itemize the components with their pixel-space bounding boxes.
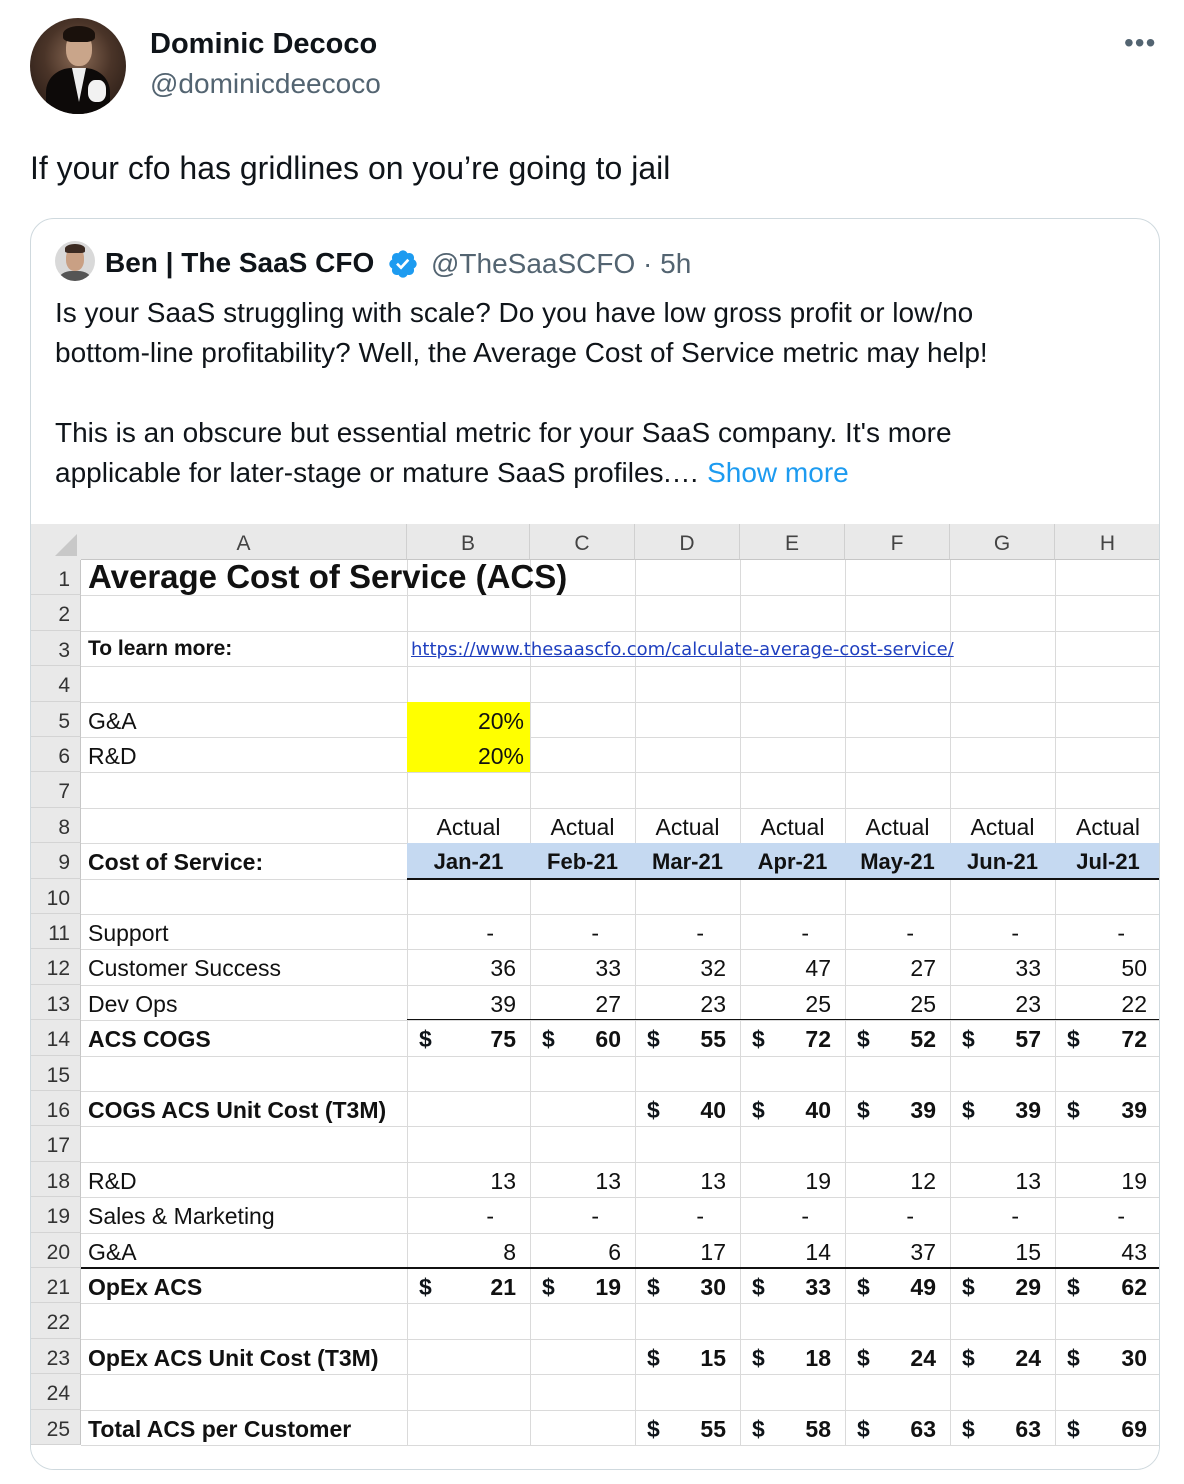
row-label[interactable]: Dev Ops xyxy=(88,990,178,1017)
data-cell[interactable]: 13 xyxy=(490,1167,516,1194)
data-cell[interactable]: - xyxy=(1117,1203,1125,1230)
row-header-23[interactable]: 23 xyxy=(31,1339,81,1374)
row-label[interactable]: Sales & Marketing xyxy=(88,1203,275,1230)
data-cell[interactable]: 36 xyxy=(490,955,516,982)
data-cell[interactable]: - xyxy=(906,920,914,946)
data-cell[interactable]: - xyxy=(801,920,809,946)
column-header-c[interactable]: C xyxy=(530,524,635,560)
data-cell[interactable]: 40 xyxy=(700,1097,726,1123)
data-cell[interactable]: 63 xyxy=(1015,1415,1041,1442)
gridline-horizontal xyxy=(81,1197,1160,1198)
row-label[interactable]: ACS COGS xyxy=(88,1026,211,1053)
data-cell[interactable]: - xyxy=(1011,920,1019,946)
dollar-sign: $ xyxy=(857,1274,870,1300)
row-label[interactable]: Total ACS per Customer xyxy=(88,1415,352,1442)
row-header-24[interactable]: 24 xyxy=(31,1374,81,1409)
row-header-9[interactable]: 9 xyxy=(31,843,81,878)
data-cell[interactable]: 32 xyxy=(700,955,726,982)
gridline-horizontal xyxy=(81,1233,1160,1234)
data-cell[interactable]: 19 xyxy=(595,1274,621,1300)
author-avatar[interactable] xyxy=(30,18,126,114)
border-above-opex-acs xyxy=(81,1267,1160,1269)
data-cell[interactable]: 23 xyxy=(700,990,726,1017)
data-cell[interactable]: 69 xyxy=(1121,1415,1147,1442)
dollar-sign: $ xyxy=(857,1415,870,1442)
gridline-horizontal xyxy=(81,1056,1160,1057)
column-header-g[interactable]: G xyxy=(950,524,1055,560)
learn-more-link[interactable]: https://www.thesaascfo.com/calculate-average-cost-service/ xyxy=(411,638,954,660)
column-header-e[interactable]: E xyxy=(740,524,845,560)
ga-percent[interactable]: 20% xyxy=(477,707,524,734)
gridline-horizontal xyxy=(81,1410,1160,1411)
data-cell[interactable]: 25 xyxy=(910,990,936,1017)
data-cell[interactable]: - xyxy=(486,920,494,946)
row-header-17[interactable]: 17 xyxy=(31,1126,81,1161)
data-cell[interactable]: 60 xyxy=(595,1026,621,1053)
gridline-horizontal xyxy=(81,1374,1160,1375)
data-cell[interactable]: 52 xyxy=(910,1026,936,1053)
dollar-sign: $ xyxy=(962,1274,975,1300)
gridline-horizontal xyxy=(81,1126,1160,1127)
row-header-6[interactable]: 6 xyxy=(31,737,81,772)
cost-of-service-label[interactable]: Cost of Service: xyxy=(88,849,264,876)
month-header[interactable]: Jul-21 xyxy=(1076,849,1140,875)
dollar-sign: $ xyxy=(962,1415,975,1442)
row-header-2[interactable]: 2 xyxy=(31,595,81,630)
column-header-f[interactable]: F xyxy=(845,524,950,560)
dollar-sign: $ xyxy=(752,1097,765,1123)
row-label[interactable]: COGS ACS Unit Cost (T3M) xyxy=(88,1097,387,1123)
dollar-sign: $ xyxy=(962,1344,975,1371)
data-cell[interactable]: 14 xyxy=(805,1238,831,1265)
row-label[interactable]: Customer Success xyxy=(88,955,282,982)
actual-label[interactable]: Actual xyxy=(436,813,501,840)
data-cell[interactable]: 25 xyxy=(805,990,831,1017)
row-header-14[interactable]: 14 xyxy=(31,1020,81,1055)
show-more-link[interactable]: Show more xyxy=(707,457,849,488)
row-header-20[interactable]: 20 xyxy=(31,1233,81,1268)
gridline-horizontal xyxy=(81,914,1160,915)
gridline-horizontal xyxy=(81,808,1160,809)
data-cell[interactable]: 27 xyxy=(910,955,936,982)
ga-label[interactable]: G&A xyxy=(88,707,137,734)
month-header[interactable]: Jun-21 xyxy=(967,849,1038,875)
gridline-horizontal xyxy=(81,1445,1160,1446)
gridline-horizontal xyxy=(81,1091,1160,1092)
gridline-horizontal xyxy=(81,1303,1160,1304)
actual-label[interactable]: Actual xyxy=(760,813,825,840)
month-header[interactable]: Mar-21 xyxy=(652,849,723,875)
dollar-sign: $ xyxy=(857,1344,870,1371)
data-cell[interactable]: - xyxy=(696,920,704,946)
data-cell[interactable]: 49 xyxy=(910,1274,936,1300)
row-header-21[interactable]: 21 xyxy=(31,1268,81,1303)
row-header-19[interactable]: 19 xyxy=(31,1197,81,1232)
column-header-b[interactable]: B xyxy=(407,524,530,560)
quote-author-avatar[interactable] xyxy=(55,241,95,281)
data-cell[interactable]: 33 xyxy=(805,1274,831,1300)
month-header[interactable]: Apr-21 xyxy=(757,849,828,875)
data-cell[interactable]: 19 xyxy=(1121,1167,1147,1194)
dollar-sign: $ xyxy=(1067,1344,1080,1371)
data-cell[interactable]: 33 xyxy=(595,955,621,982)
border-above-acs-cogs xyxy=(407,1019,1160,1020)
dollar-sign: $ xyxy=(857,1026,870,1053)
spreadsheet-image[interactable] xyxy=(31,524,1160,1470)
row-header-13[interactable]: 13 xyxy=(31,985,81,1020)
data-cell[interactable]: 43 xyxy=(1121,1238,1147,1265)
data-cell[interactable]: 37 xyxy=(910,1238,936,1265)
data-cell[interactable]: 24 xyxy=(910,1344,936,1371)
row-header-12[interactable]: 12 xyxy=(31,949,81,984)
dollar-sign: $ xyxy=(647,1274,660,1300)
select-all-corner xyxy=(31,524,81,560)
actual-label[interactable]: Actual xyxy=(865,813,930,840)
row-header-18[interactable]: 18 xyxy=(31,1162,81,1197)
actual-label[interactable]: Actual xyxy=(550,813,615,840)
dollar-sign: $ xyxy=(647,1344,660,1371)
month-header[interactable]: Jan-21 xyxy=(433,849,504,875)
dollar-sign: $ xyxy=(1067,1415,1080,1442)
data-cell[interactable]: 8 xyxy=(503,1238,516,1265)
row-header-16[interactable]: 16 xyxy=(31,1091,81,1126)
row-label[interactable]: R&D xyxy=(88,1167,137,1194)
row-header-8[interactable]: 8 xyxy=(31,808,81,843)
dollar-sign: $ xyxy=(752,1415,765,1442)
data-cell[interactable]: 12 xyxy=(910,1167,936,1194)
data-cell[interactable]: 6 xyxy=(608,1238,621,1265)
data-cell[interactable]: 55 xyxy=(700,1415,726,1442)
dollar-sign: $ xyxy=(857,1097,870,1123)
author-handle[interactable]: @dominicdeecoco xyxy=(150,68,381,99)
data-cell[interactable]: 39 xyxy=(1121,1097,1147,1123)
gridline-horizontal xyxy=(81,702,1160,703)
row-label[interactable]: G&A xyxy=(88,1238,137,1265)
gridline-horizontal xyxy=(81,1339,1160,1340)
data-cell[interactable]: 17 xyxy=(700,1238,726,1265)
learn-more-label[interactable]: To learn more: xyxy=(88,636,233,660)
dollar-sign: $ xyxy=(752,1026,765,1053)
column-header-a[interactable]: A xyxy=(81,524,407,560)
rd-label[interactable]: R&D xyxy=(88,743,137,769)
tweet-text: If your cfo has gridlines on you’re going to jail xyxy=(30,150,671,186)
data-cell[interactable]: 72 xyxy=(1121,1026,1147,1053)
data-cell[interactable]: - xyxy=(801,1203,809,1230)
data-cell[interactable]: - xyxy=(591,920,599,946)
gridline-horizontal xyxy=(81,1020,1160,1021)
dollar-sign: $ xyxy=(542,1274,555,1300)
actual-label[interactable]: Actual xyxy=(1076,813,1140,840)
data-cell[interactable]: 24 xyxy=(1015,1344,1041,1371)
verified-badge-icon xyxy=(387,248,419,280)
row-header-11[interactable]: 11 xyxy=(31,914,81,949)
data-cell[interactable]: 39 xyxy=(1015,1097,1041,1123)
data-cell[interactable]: 57 xyxy=(1015,1026,1041,1053)
data-cell[interactable]: 72 xyxy=(805,1026,831,1053)
data-cell[interactable]: 29 xyxy=(1015,1274,1041,1300)
data-cell[interactable]: 15 xyxy=(700,1344,726,1371)
data-cell[interactable]: 63 xyxy=(910,1415,936,1442)
data-cell[interactable]: 13 xyxy=(1015,1167,1041,1194)
dollar-sign: $ xyxy=(419,1274,432,1300)
row-header-1[interactable]: 1 xyxy=(31,560,81,595)
row-header-4[interactable]: 4 xyxy=(31,666,81,701)
dollar-sign: $ xyxy=(962,1097,975,1123)
data-cell[interactable]: - xyxy=(906,1203,914,1230)
dollar-sign: $ xyxy=(647,1026,660,1053)
quote-author-handle[interactable]: @TheSaaSCFO · 5h xyxy=(431,248,692,279)
dollar-sign: $ xyxy=(647,1415,660,1442)
data-cell[interactable]: 30 xyxy=(700,1274,726,1300)
data-cell[interactable]: 22 xyxy=(1121,990,1147,1017)
data-cell[interactable]: - xyxy=(1117,920,1125,946)
row-header-10[interactable]: 10 xyxy=(31,879,81,914)
row-header-25[interactable]: 25 xyxy=(31,1410,81,1445)
row-header-15[interactable]: 15 xyxy=(31,1056,81,1091)
quote-author-name[interactable]: Ben | The SaaS CFO xyxy=(105,247,375,278)
quote-text: Is your SaaS struggling with scale? Do you have low gross profit or low/no bottom-line profitability? Well, the Average Cost of Service metric may help! This is an obscure but essential metric for your SaaS company. It's more applicable for later-stage or mature SaaS profiles.… Show more xyxy=(55,297,988,488)
data-cell[interactable]: 55 xyxy=(700,1026,726,1053)
dollar-sign: $ xyxy=(542,1026,555,1053)
row-label[interactable]: Support xyxy=(88,920,169,946)
dollar-sign: $ xyxy=(1067,1026,1080,1053)
dollar-sign: $ xyxy=(1067,1097,1080,1123)
dollar-sign: $ xyxy=(962,1026,975,1053)
data-cell[interactable]: 30 xyxy=(1121,1344,1147,1371)
dollar-sign: $ xyxy=(752,1274,765,1300)
data-cell[interactable]: - xyxy=(1011,1203,1019,1230)
row-header-5[interactable]: 5 xyxy=(31,702,81,737)
data-cell[interactable]: 13 xyxy=(700,1167,726,1194)
actual-label[interactable]: Actual xyxy=(655,813,720,840)
dollar-sign: $ xyxy=(647,1097,660,1123)
gridline-horizontal xyxy=(81,666,1160,667)
data-cell[interactable]: 18 xyxy=(805,1344,831,1371)
column-header-h[interactable]: H xyxy=(1055,524,1160,560)
data-cell[interactable]: 15 xyxy=(1015,1238,1041,1265)
data-cell[interactable]: 40 xyxy=(805,1097,831,1123)
data-cell[interactable]: - xyxy=(591,1203,599,1230)
data-cell[interactable]: 39 xyxy=(490,990,516,1017)
data-cell[interactable]: 47 xyxy=(805,955,831,982)
border-under-months xyxy=(407,878,1160,880)
data-cell[interactable]: 50 xyxy=(1121,955,1147,982)
row-header-3[interactable]: 3 xyxy=(31,631,81,666)
data-cell[interactable]: 21 xyxy=(490,1274,516,1300)
data-cell[interactable]: - xyxy=(696,1203,704,1230)
actual-label[interactable]: Actual xyxy=(970,813,1035,840)
data-cell[interactable]: 27 xyxy=(595,990,621,1017)
author-name[interactable]: Dominic Decoco xyxy=(150,28,378,60)
quote-tweet-card[interactable] xyxy=(30,218,1160,1470)
dollar-sign: $ xyxy=(752,1344,765,1371)
row-header-7[interactable]: 7 xyxy=(31,772,81,807)
more-horizontal-icon[interactable]: ••• xyxy=(1124,27,1157,58)
row-label[interactable]: OpEx ACS Unit Cost (T3M) xyxy=(88,1344,379,1371)
data-cell[interactable]: 19 xyxy=(805,1167,831,1194)
gridline-horizontal xyxy=(81,772,1160,773)
rd-percent[interactable]: 20% xyxy=(477,743,524,769)
data-cell[interactable]: 39 xyxy=(910,1097,936,1123)
month-header[interactable]: Feb-21 xyxy=(547,849,618,875)
data-cell[interactable]: - xyxy=(486,1203,494,1230)
sheet-title[interactable]: Average Cost of Service (ACS) xyxy=(88,558,568,595)
month-header[interactable]: May-21 xyxy=(860,849,935,875)
data-cell[interactable]: 75 xyxy=(490,1026,516,1053)
gridline-horizontal xyxy=(81,949,1160,950)
gridline-horizontal xyxy=(81,737,1160,738)
column-header-d[interactable]: D xyxy=(635,524,740,560)
row-header-22[interactable]: 22 xyxy=(31,1303,81,1338)
data-cell[interactable]: 62 xyxy=(1121,1274,1147,1300)
row-label[interactable]: OpEx ACS xyxy=(88,1274,203,1300)
dollar-sign: $ xyxy=(419,1026,432,1053)
data-cell[interactable]: 23 xyxy=(1015,990,1041,1017)
dollar-sign: $ xyxy=(1067,1274,1080,1300)
data-cell[interactable]: 13 xyxy=(595,1167,621,1194)
data-cell[interactable]: 58 xyxy=(805,1415,831,1442)
gridline-horizontal xyxy=(81,1162,1160,1163)
gridline-horizontal xyxy=(81,631,1160,632)
gridline-horizontal xyxy=(81,985,1160,986)
data-cell[interactable]: 33 xyxy=(1015,955,1041,982)
